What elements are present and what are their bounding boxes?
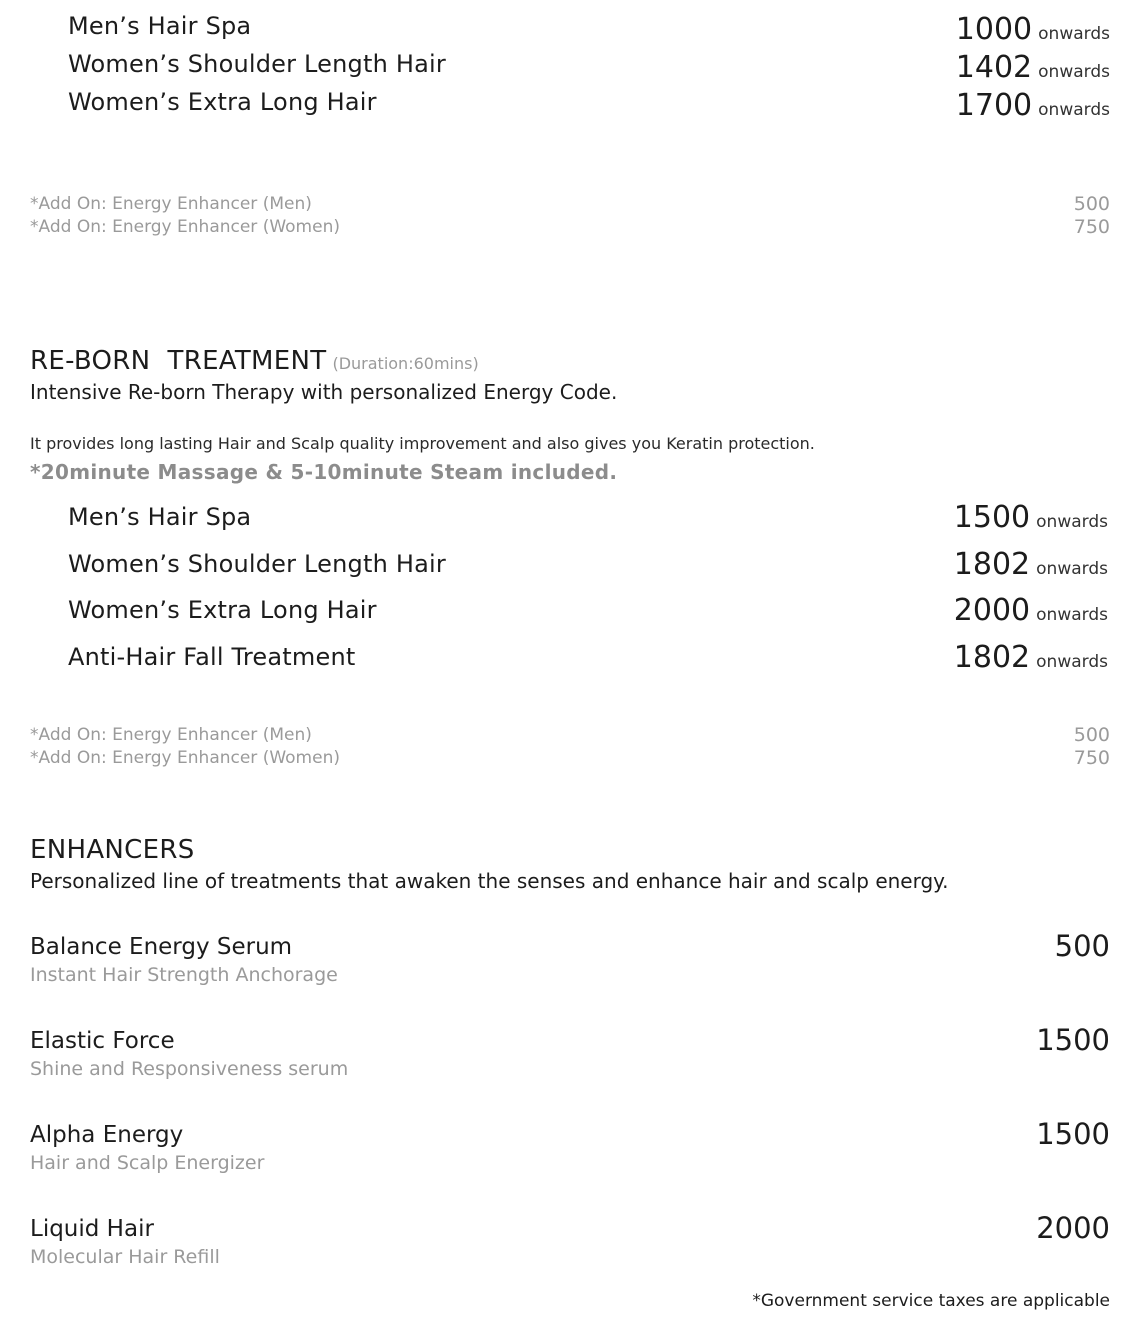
reborn-subtitle: Intensive Re-born Therapy with personalized Energy Code. xyxy=(30,380,618,404)
enhancer-name: Elastic Force xyxy=(30,1028,175,1054)
reborn-item-name: Women’s Extra Long Hair xyxy=(68,596,377,624)
addon-price: 750 xyxy=(1073,747,1110,769)
section1-item-price: 1700 xyxy=(955,88,1033,123)
addon-price: 500 xyxy=(1073,724,1110,746)
reborn-note: *20minute Massage & 5-10minute Steam included. xyxy=(30,460,618,484)
reborn-heading xyxy=(30,346,479,376)
reborn-item-price-row xyxy=(954,593,1108,628)
reborn-item-price-row xyxy=(954,500,1108,535)
section1-item-name: Men’s Hair Spa xyxy=(68,12,252,40)
enhancer-price: 500 xyxy=(1054,929,1110,963)
addon-price: 500 xyxy=(1073,193,1110,215)
onwards-label: onwards xyxy=(1036,605,1108,625)
tax-footnote: *Government service taxes are applicable xyxy=(752,1291,1110,1311)
onwards-label: onwards xyxy=(1036,559,1108,579)
enhancer-price: 1500 xyxy=(1036,1023,1110,1057)
enhancer-name: Liquid Hair xyxy=(30,1216,154,1242)
onwards-label: onwards xyxy=(1036,512,1108,532)
reborn-item-name: Anti-Hair Fall Treatment xyxy=(68,643,356,671)
section1-item-name: Women’s Extra Long Hair xyxy=(68,88,377,116)
section1-item-name: Women’s Shoulder Length Hair xyxy=(68,50,446,78)
reborn-item-price: 1500 xyxy=(953,500,1031,535)
section1-item-price: 1402 xyxy=(955,50,1033,85)
enhancer-price: 2000 xyxy=(1036,1211,1110,1245)
reborn-item-price: 1802 xyxy=(953,547,1031,582)
onwards-label: onwards xyxy=(1038,62,1110,82)
reborn-title: RE-BORN TREATMENT xyxy=(30,346,327,376)
addon-label: *Add On: Energy Enhancer (Men) xyxy=(30,194,312,214)
reborn-item-price: 1802 xyxy=(953,640,1031,675)
section1-item-price-row xyxy=(956,50,1110,85)
enhancer-name: Balance Energy Serum xyxy=(30,934,293,960)
reborn-description: It provides long lasting Hair and Scalp quality improvement and also gives you Keratin protection. xyxy=(30,434,815,453)
enhancer-name: Alpha Energy xyxy=(30,1122,184,1148)
addon-label: *Add On: Energy Enhancer (Women) xyxy=(30,748,340,768)
enhancer-desc: Hair and Scalp Energizer xyxy=(30,1152,265,1174)
addon-label: *Add On: Energy Enhancer (Women) xyxy=(30,217,340,237)
enhancer-price: 1500 xyxy=(1036,1117,1110,1151)
onwards-label: onwards xyxy=(1038,100,1110,120)
reborn-item-price: 2000 xyxy=(953,593,1031,628)
section1-item-price-row xyxy=(956,88,1110,123)
reborn-item-price-row xyxy=(954,547,1108,582)
reborn-duration: (Duration:60mins) xyxy=(332,354,479,373)
enhancer-desc: Instant Hair Strength Anchorage xyxy=(30,964,338,986)
addon-label: *Add On: Energy Enhancer (Men) xyxy=(30,725,312,745)
section1-item-price: 1000 xyxy=(955,12,1033,47)
reborn-item-name: Women’s Shoulder Length Hair xyxy=(68,550,446,578)
reborn-item-price-row xyxy=(954,640,1108,675)
enhancer-desc: Molecular Hair Refill xyxy=(30,1246,220,1268)
section1-item-price-row xyxy=(956,12,1110,47)
onwards-label: onwards xyxy=(1038,24,1110,44)
enhancers-subtitle: Personalized line of treatments that awaken the senses and enhance hair and scalp energy. xyxy=(30,869,949,893)
onwards-label: onwards xyxy=(1036,652,1108,672)
enhancers-title: ENHANCERS xyxy=(30,835,195,865)
addon-price: 750 xyxy=(1073,216,1110,238)
enhancer-desc: Shine and Responsiveness serum xyxy=(30,1058,349,1080)
reborn-item-name: Men’s Hair Spa xyxy=(68,503,252,531)
